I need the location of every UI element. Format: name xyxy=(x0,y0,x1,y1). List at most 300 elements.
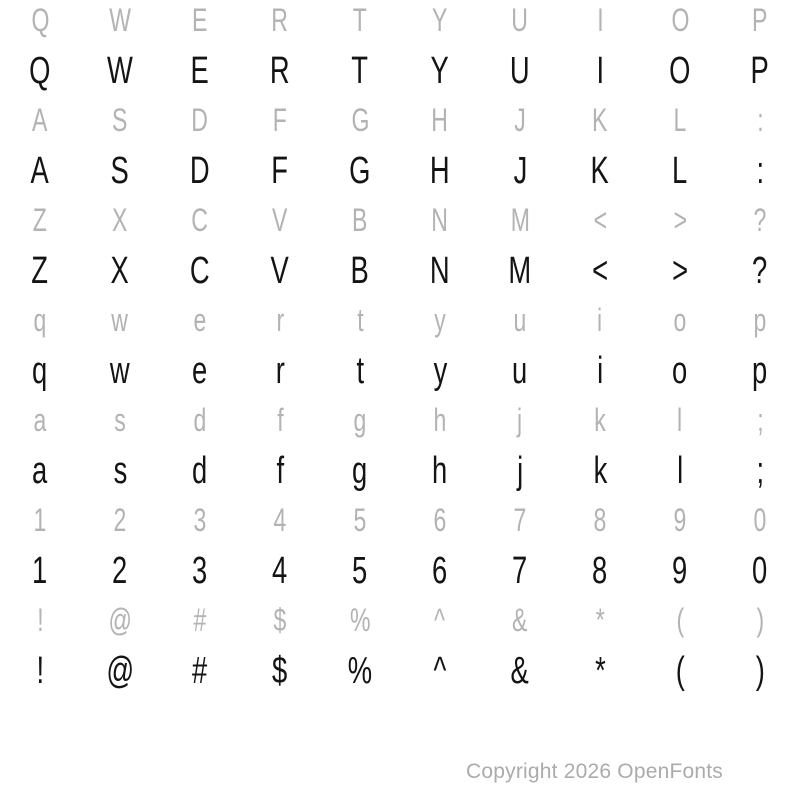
glyph-cell xyxy=(400,602,480,638)
glyph: Z xyxy=(32,202,48,238)
glyph: & xyxy=(510,650,530,692)
glyph: > xyxy=(671,250,688,292)
glyph: Y xyxy=(430,50,450,92)
glyph: C xyxy=(190,250,210,292)
glyph-cell xyxy=(480,202,560,238)
glyph: t xyxy=(356,302,364,338)
glyph: R xyxy=(271,2,289,38)
glyph-cell xyxy=(640,502,720,538)
glyph-cell xyxy=(400,638,480,704)
glyph-cell xyxy=(160,102,240,138)
glyph: i xyxy=(596,350,604,392)
glyph: I xyxy=(596,50,604,92)
glyph: * xyxy=(595,602,605,638)
glyph-cell xyxy=(240,438,320,504)
glyph-cell xyxy=(720,138,800,204)
glyph-cell xyxy=(480,238,560,304)
glyph: 6 xyxy=(432,550,448,592)
glyph-cell xyxy=(80,638,160,704)
glyph-cell xyxy=(640,138,720,204)
glyph: J xyxy=(513,150,527,192)
glyph-cell xyxy=(640,202,720,238)
glyph-cell xyxy=(480,302,560,338)
glyph: y xyxy=(433,350,447,392)
glyph: g xyxy=(353,402,367,438)
glyph-cell xyxy=(80,2,160,38)
glyph-cell xyxy=(640,38,720,104)
glyph-cell xyxy=(400,38,480,104)
glyph-cell xyxy=(80,538,160,604)
glyph: X xyxy=(112,202,128,238)
glyph-cell xyxy=(720,402,800,438)
glyph-cell xyxy=(720,502,800,538)
uppercase-home-row-large-black xyxy=(0,138,800,200)
glyph: p xyxy=(753,302,767,338)
glyph-cell xyxy=(0,538,80,604)
glyph: ? xyxy=(753,202,767,238)
glyph: ) xyxy=(756,602,764,638)
glyph-pair-uppercase-bottom-row xyxy=(0,200,800,300)
glyph-cell xyxy=(0,238,80,304)
glyph-cell xyxy=(320,302,400,338)
glyph: k xyxy=(594,402,606,438)
glyph-cell xyxy=(240,2,320,38)
glyph: 6 xyxy=(433,502,447,538)
glyph: i xyxy=(597,302,603,338)
glyph: g xyxy=(352,450,368,492)
glyph: $ xyxy=(272,650,288,692)
glyph: * xyxy=(594,650,606,692)
glyph-cell xyxy=(720,102,800,138)
glyph-cell xyxy=(240,238,320,304)
glyph-cell xyxy=(400,2,480,38)
glyph: F xyxy=(271,150,289,192)
glyph-cell xyxy=(560,438,640,504)
glyph-cell xyxy=(400,102,480,138)
glyph: J xyxy=(514,102,526,138)
glyph: S xyxy=(112,102,128,138)
glyph: O xyxy=(669,50,691,92)
glyph: Y xyxy=(432,2,448,38)
glyph: E xyxy=(190,50,210,92)
glyph-cell xyxy=(480,638,560,704)
glyph-cell xyxy=(400,402,480,438)
glyph: ( xyxy=(676,602,684,638)
glyph: 5 xyxy=(353,502,367,538)
symbols-row-large-black xyxy=(0,638,800,700)
glyph: d xyxy=(192,450,208,492)
glyph-cell xyxy=(80,602,160,638)
glyph-cell xyxy=(320,338,400,404)
glyph-cell xyxy=(160,502,240,538)
glyph: t xyxy=(356,350,364,392)
glyph: ? xyxy=(752,250,768,292)
glyph: & xyxy=(512,602,528,638)
glyph-cell xyxy=(80,102,160,138)
glyph: G xyxy=(349,150,371,192)
glyph-cell xyxy=(240,502,320,538)
glyph-cell xyxy=(560,538,640,604)
glyph: $ xyxy=(273,602,287,638)
glyph: Q xyxy=(31,2,49,38)
glyph-cell xyxy=(160,602,240,638)
glyph: T xyxy=(351,50,369,92)
glyph: H xyxy=(430,150,450,192)
glyph: ^ xyxy=(433,650,447,692)
glyph: r xyxy=(275,350,285,392)
glyph: p xyxy=(752,350,768,392)
glyph-cell xyxy=(480,502,560,538)
glyph-cell xyxy=(560,602,640,638)
glyph: 2 xyxy=(113,502,127,538)
glyph-cell xyxy=(400,538,480,604)
glyph: H xyxy=(431,102,449,138)
glyph: K xyxy=(592,102,608,138)
glyph: M xyxy=(508,250,532,292)
glyph-cell xyxy=(640,302,720,338)
glyph-cell xyxy=(400,438,480,504)
glyph-cell xyxy=(80,502,160,538)
glyph: G xyxy=(351,102,369,138)
glyph-cell xyxy=(240,38,320,104)
glyph-pair-uppercase-home-row xyxy=(0,100,800,200)
glyph: A xyxy=(30,150,50,192)
glyph-cell xyxy=(560,102,640,138)
glyph: 3 xyxy=(192,550,208,592)
glyph: L xyxy=(673,102,687,138)
glyph: ! xyxy=(36,650,44,692)
glyph: # xyxy=(192,650,208,692)
glyph-cell xyxy=(640,538,720,604)
glyph-cell xyxy=(0,302,80,338)
glyph: : xyxy=(756,102,764,138)
glyph-cell xyxy=(160,202,240,238)
glyph-cell xyxy=(480,138,560,204)
glyph: h xyxy=(432,450,448,492)
glyph-cell xyxy=(400,238,480,304)
glyph: r xyxy=(276,302,284,338)
glyph-cell xyxy=(560,338,640,404)
glyph: s xyxy=(113,450,127,492)
glyph: U xyxy=(510,50,530,92)
glyph: K xyxy=(590,150,610,192)
glyph-cell xyxy=(0,338,80,404)
glyph: P xyxy=(750,50,770,92)
glyph: % xyxy=(349,602,371,638)
glyph-cell xyxy=(320,638,400,704)
glyph-cell xyxy=(240,538,320,604)
glyph: O xyxy=(671,2,689,38)
glyph-cell xyxy=(80,302,160,338)
glyph: N xyxy=(431,202,449,238)
glyph-cell xyxy=(160,402,240,438)
glyph-cell xyxy=(720,38,800,104)
glyph-cell xyxy=(640,638,720,704)
glyph-cell xyxy=(0,602,80,638)
glyph-cell xyxy=(160,238,240,304)
uppercase-bottom-row-small-gray xyxy=(0,202,800,238)
glyph: : xyxy=(756,150,764,192)
glyph-cell xyxy=(80,402,160,438)
glyph-cell xyxy=(640,2,720,38)
glyph: 3 xyxy=(193,502,207,538)
glyph-cell xyxy=(480,338,560,404)
glyph-cell xyxy=(320,2,400,38)
glyph: W xyxy=(109,2,131,38)
glyph: W xyxy=(107,50,133,92)
glyph: ; xyxy=(756,450,764,492)
glyph: y xyxy=(434,302,446,338)
glyph: w xyxy=(110,350,130,392)
glyph-cell xyxy=(640,602,720,638)
glyph-cell xyxy=(240,102,320,138)
glyph-cell xyxy=(240,338,320,404)
glyph-cell xyxy=(480,438,560,504)
glyph-cell xyxy=(480,2,560,38)
glyph-pair-digits-row xyxy=(0,500,800,600)
glyph-cell xyxy=(720,538,800,604)
glyph-cell xyxy=(560,638,640,704)
glyph: @ xyxy=(106,650,134,692)
copyright-text: Copyright 2026 OpenFonts xyxy=(466,760,723,783)
glyph: V xyxy=(270,250,290,292)
lowercase-qwerty-row-large-black xyxy=(0,338,800,400)
glyph-cell xyxy=(160,302,240,338)
glyph: w xyxy=(111,302,129,338)
glyph-pair-lowercase-qwerty-row xyxy=(0,300,800,400)
glyph: B xyxy=(350,250,370,292)
glyph: % xyxy=(347,650,373,692)
glyph-cell xyxy=(160,338,240,404)
glyph-cell xyxy=(320,38,400,104)
glyph: M xyxy=(510,202,530,238)
glyph: k xyxy=(593,450,607,492)
glyph: l xyxy=(677,402,683,438)
glyph: I xyxy=(596,2,604,38)
digits-row-small-gray xyxy=(0,502,800,538)
glyph: < xyxy=(593,202,607,238)
glyph: 2 xyxy=(112,550,128,592)
glyph-cell xyxy=(80,138,160,204)
glyph: 4 xyxy=(273,502,287,538)
glyph: 1 xyxy=(33,502,47,538)
symbols-row-small-gray xyxy=(0,602,800,638)
glyph-cell xyxy=(80,238,160,304)
glyph-cell xyxy=(240,638,320,704)
glyph-cell xyxy=(640,402,720,438)
glyph-cell xyxy=(640,102,720,138)
glyph-cell xyxy=(0,38,80,104)
glyph: 9 xyxy=(673,502,687,538)
glyph: U xyxy=(511,2,529,38)
glyph-cell xyxy=(480,538,560,604)
glyph: q xyxy=(32,350,48,392)
uppercase-bottom-row-large-black xyxy=(0,238,800,300)
lowercase-home-row-small-gray xyxy=(0,402,800,438)
glyph: R xyxy=(270,50,290,92)
glyph: ! xyxy=(36,602,44,638)
glyph-cell xyxy=(400,302,480,338)
glyph-cell xyxy=(160,138,240,204)
lowercase-home-row-large-black xyxy=(0,438,800,500)
glyph-cell xyxy=(480,402,560,438)
glyph: 0 xyxy=(752,550,768,592)
glyph-cell xyxy=(320,202,400,238)
glyph-cell xyxy=(0,438,80,504)
glyph-cell xyxy=(720,2,800,38)
glyph-cell xyxy=(560,38,640,104)
glyph-pair-lowercase-home-row xyxy=(0,400,800,500)
glyph-cell xyxy=(720,438,800,504)
glyph-cell xyxy=(320,402,400,438)
glyph-cell xyxy=(720,638,800,704)
glyph: > xyxy=(673,202,687,238)
glyph-cell xyxy=(160,638,240,704)
glyph-cell xyxy=(320,102,400,138)
glyph: u xyxy=(512,350,528,392)
glyph-cell xyxy=(240,302,320,338)
glyph-cell xyxy=(480,38,560,104)
uppercase-home-row-small-gray xyxy=(0,102,800,138)
glyph-cell xyxy=(0,2,80,38)
glyph: D xyxy=(190,150,210,192)
glyph: f xyxy=(276,402,284,438)
uppercase-qwerty-row-large-black xyxy=(0,38,800,100)
glyph-cell xyxy=(320,238,400,304)
glyph: e xyxy=(192,350,208,392)
glyph-cell xyxy=(720,338,800,404)
glyph: # xyxy=(193,602,207,638)
glyph: C xyxy=(191,202,209,238)
glyph-cell xyxy=(720,238,800,304)
glyph: 8 xyxy=(593,502,607,538)
glyph: Z xyxy=(31,250,49,292)
glyph: f xyxy=(276,450,284,492)
glyph-cell xyxy=(560,202,640,238)
digits-row-large-black xyxy=(0,538,800,600)
glyph: d xyxy=(193,402,207,438)
glyph: V xyxy=(272,202,288,238)
glyph-cell xyxy=(640,438,720,504)
glyph: e xyxy=(193,302,207,338)
glyph: a xyxy=(32,450,48,492)
glyph: 8 xyxy=(592,550,608,592)
glyph: S xyxy=(110,150,130,192)
glyph: 5 xyxy=(352,550,368,592)
glyph-cell xyxy=(320,602,400,638)
glyph: j xyxy=(516,450,524,492)
glyph: X xyxy=(110,250,130,292)
glyph-cell xyxy=(0,202,80,238)
glyph-cell xyxy=(640,238,720,304)
glyph-cell xyxy=(240,202,320,238)
glyph-cell xyxy=(0,638,80,704)
glyph: N xyxy=(430,250,450,292)
glyph-cell xyxy=(240,138,320,204)
glyph-cell xyxy=(320,138,400,204)
glyph-cell xyxy=(400,338,480,404)
glyph-cell xyxy=(480,102,560,138)
glyph: Q xyxy=(29,50,51,92)
glyph-cell xyxy=(0,502,80,538)
glyph-cell xyxy=(320,538,400,604)
glyph: q xyxy=(33,302,47,338)
glyph: L xyxy=(672,150,688,192)
glyph: 0 xyxy=(753,502,767,538)
glyph: 9 xyxy=(672,550,688,592)
glyph-cell xyxy=(0,102,80,138)
glyph-cell xyxy=(80,338,160,404)
glyph: ; xyxy=(756,402,764,438)
glyph-cell xyxy=(320,502,400,538)
glyph: o xyxy=(673,302,687,338)
glyph-cell xyxy=(240,402,320,438)
glyph-cell xyxy=(560,238,640,304)
glyph-cell xyxy=(400,138,480,204)
glyph: j xyxy=(517,402,523,438)
glyph-cell xyxy=(320,438,400,504)
uppercase-qwerty-row-small-gray xyxy=(0,2,800,38)
glyph-cell xyxy=(400,202,480,238)
glyph-cell xyxy=(560,502,640,538)
glyph: < xyxy=(591,250,608,292)
glyph-pair-uppercase-qwerty-row xyxy=(0,0,800,100)
glyph: A xyxy=(32,102,48,138)
glyph: s xyxy=(114,402,126,438)
glyph-cell xyxy=(560,138,640,204)
glyph: E xyxy=(192,2,208,38)
glyph-cell xyxy=(240,602,320,638)
glyph-cell xyxy=(560,302,640,338)
glyph-cell xyxy=(80,202,160,238)
glyph-cell xyxy=(480,602,560,638)
glyph-cell xyxy=(160,538,240,604)
glyph: ) xyxy=(755,650,765,692)
glyph: o xyxy=(672,350,688,392)
glyph-cell xyxy=(160,2,240,38)
glyph-cell xyxy=(720,302,800,338)
glyph: B xyxy=(352,202,368,238)
glyph: 7 xyxy=(513,502,527,538)
glyph: F xyxy=(272,102,288,138)
glyph-cell xyxy=(80,38,160,104)
glyph: T xyxy=(352,2,368,38)
glyph-cell xyxy=(640,338,720,404)
glyph: ( xyxy=(675,650,685,692)
glyph: l xyxy=(676,450,684,492)
glyph-cell xyxy=(0,402,80,438)
glyph: a xyxy=(33,402,47,438)
glyph-cell xyxy=(560,402,640,438)
glyph-cell xyxy=(560,2,640,38)
glyph-cell xyxy=(160,438,240,504)
glyph-pair-symbols-row xyxy=(0,600,800,700)
glyph: u xyxy=(513,302,527,338)
glyph-cell xyxy=(0,138,80,204)
glyph: P xyxy=(752,2,768,38)
glyph: 7 xyxy=(512,550,528,592)
glyph-cell xyxy=(720,202,800,238)
glyph-cell xyxy=(80,438,160,504)
glyph-cell xyxy=(400,502,480,538)
lowercase-qwerty-row-small-gray xyxy=(0,302,800,338)
glyph: 1 xyxy=(32,550,48,592)
glyph: h xyxy=(433,402,447,438)
glyph-cell xyxy=(720,602,800,638)
glyph-cell xyxy=(160,38,240,104)
glyph: 4 xyxy=(272,550,288,592)
glyph: @ xyxy=(108,602,132,638)
